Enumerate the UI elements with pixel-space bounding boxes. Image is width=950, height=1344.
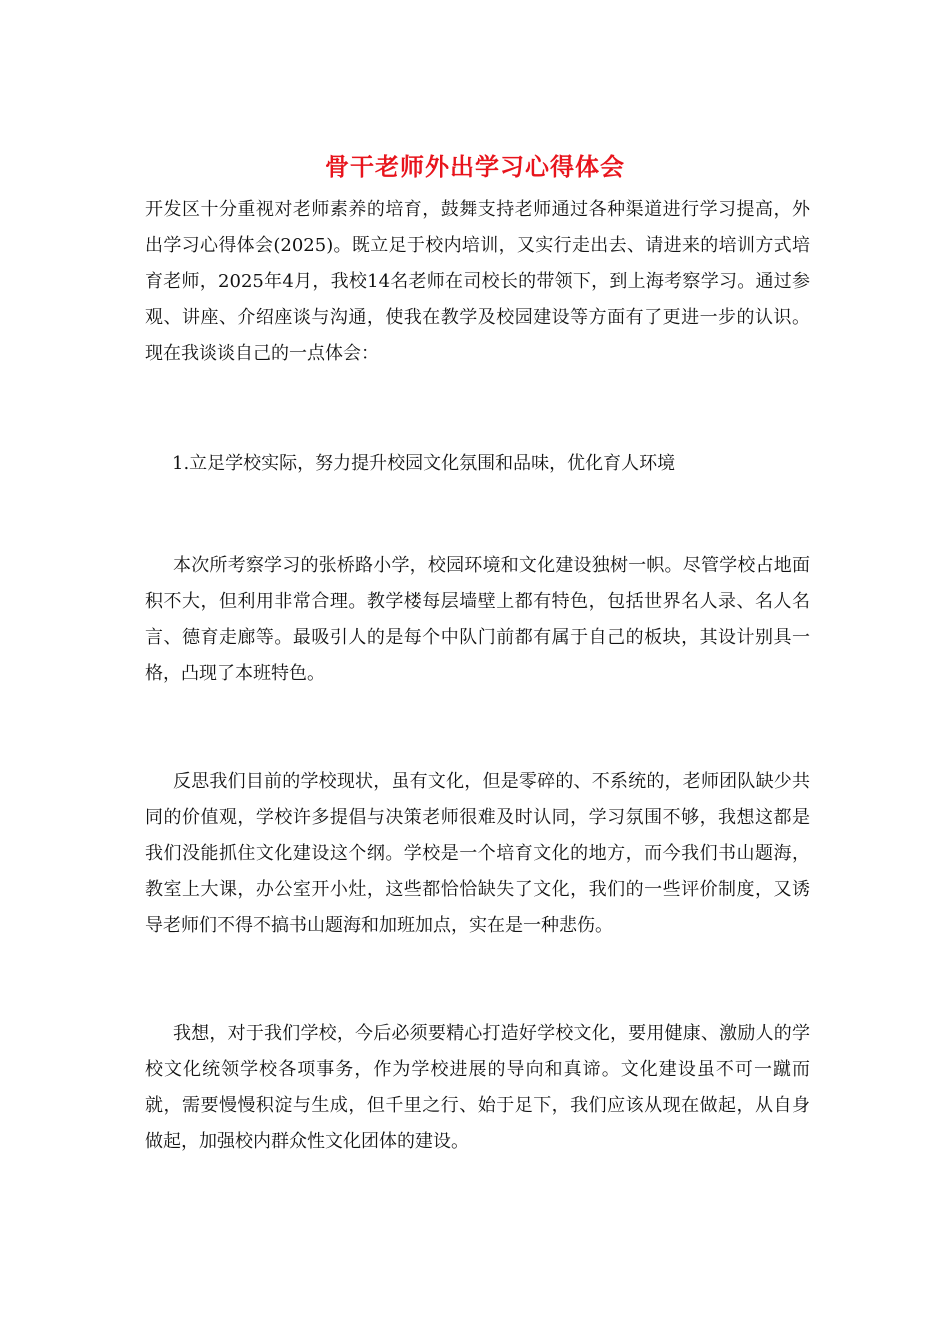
body-paragraph-2: 反思我们目前的学校现状，虽有文化，但是零碎的、不系统的，老师团队缺少共同的价值观，学校许多提倡与决策老师很难及时认同，学习氛围不够，我想这都是我们没能抓住文化建设这个纲。学校是一个培育文化的地方，而今我们书山题海，教室上大课，办公室开小灶，这些都恰恰缺失了文化，我们的一些评价制度，又诱导老师们不得不搞书山题海和加班加点，实在是一种悲伤。 — [145, 771, 810, 936]
body-paragraph-3: 我想，对于我们学校，今后必须要精心打造好学校文化，要用健康、激励人的学校文化统领学校各项事务，作为学校进展的导向和真谛。文化建设虽不可一蹴而就，需要慢慢积淀与生成，但千里之行、始于足下，我们应该从现在做起，从自身做起，加强校内群众性文化团体的建设。 — [145, 1023, 810, 1152]
document-title: 骨干老师外出学习心得体会 — [325, 152, 625, 181]
section-heading: 1.立足学校实际，努力提升校园文化氛围和品味，优化育人环境 — [172, 453, 676, 474]
intro-paragraph: 开发区十分重视对老师素养的培育，鼓舞支持老师通过各种渠道进行学习提高，外出学习心得体会(2025)。既立足于校内培训，又实行走出去、请进来的培训方式培育老师，2025年4月，我校14名老师在司校长的带领下，到上海考察学习。通过参观、讲座、介绍座谈与沟通，使我在教学及校园建设等方面有了更进一步的认识。现在我谈谈自己的一点体会： — [145, 199, 810, 364]
body-paragraph-1: 本次所考察学习的张桥路小学，校园环境和文化建设独树一帜。尽管学校占地面积不大，但利用非常合理。教学楼每层墙壁上都有特色，包括世界名人录、名人名言、德育走廊等。最吸引人的是每个中队门前都有属于自己的板块，其设计别具一格，凸现了本班特色。 — [145, 555, 810, 684]
